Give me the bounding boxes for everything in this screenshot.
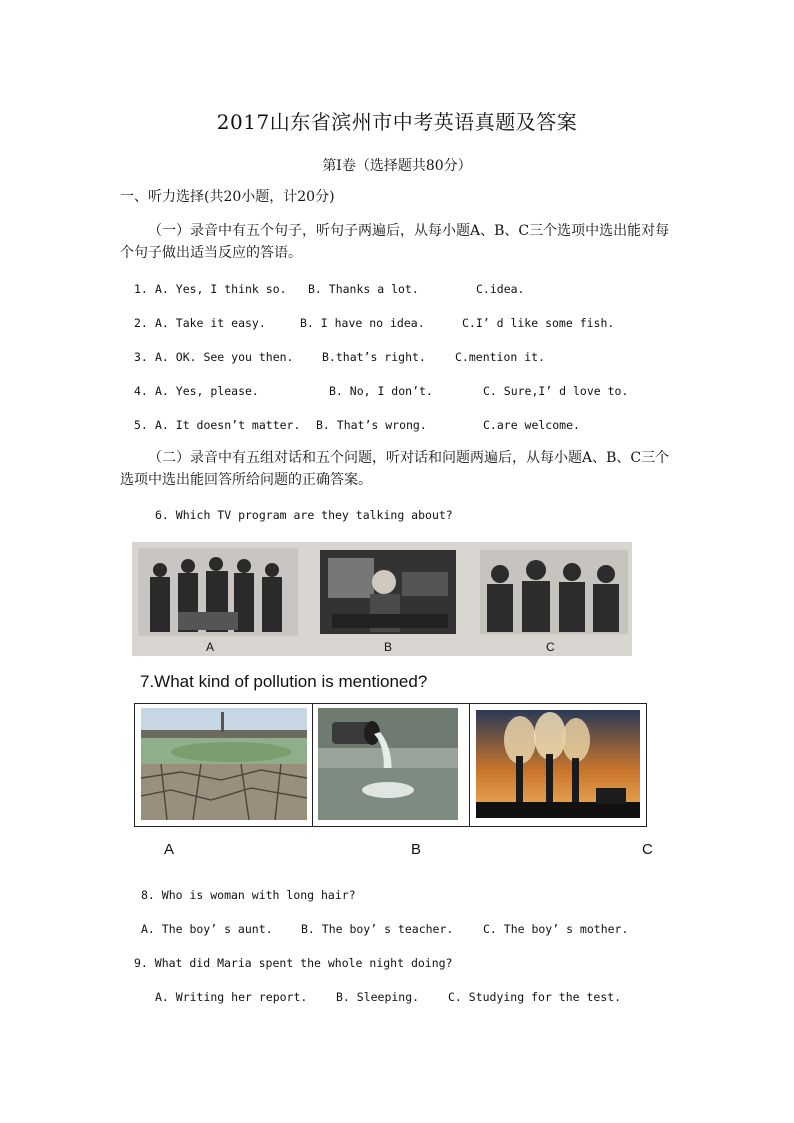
air-pollution-photo [476,710,640,818]
q3-option-b: B.that’s right. [322,350,426,364]
q8-option-a: A. The boy’ s aunt. [141,922,273,936]
section-subtitle: 第Ⅰ卷（选择题共80分） [322,158,472,174]
listening-section-heading: 一、听力选择(共20小题，计20分) [120,189,335,205]
q4-option-b: B. No, I don’t. [329,384,433,398]
q3-number: 3. [134,350,148,364]
q5-option-b: B. That’s wrong. [316,418,427,432]
q6-label-b: B [384,640,393,654]
q6-tv-program-photos [132,542,632,656]
q5-number: 5. [134,418,148,432]
q8-option-c: C. The boy’ s mother. [483,922,629,936]
q6-photo-art [132,542,632,656]
q6-label-a: A [206,640,215,654]
part2-instructions: （二）录音中有五组对话和五个问题，听对话和问题两遍后，从每小题A、B、C三个选项中选出能回答所给问题的正确答案。 [120,450,670,488]
q8-question: 8. Who is woman with long hair? [141,888,356,902]
water-pollution-photo [318,708,458,820]
q7-question: 7.What kind of pollution is mentioned? [140,672,428,691]
q9-option-b: B. Sleeping. [336,990,420,1004]
q3-option-c: C.mention it. [455,350,546,364]
q1-option-c: C.idea. [476,282,525,296]
part1-instructions: （一）录音中有五个句子，听句子两遍后，从每小题A、B、C三个选项中选出能对每个句子做出适当反应的答语。 [120,223,670,261]
q7-pollution-image-table [134,703,647,827]
q6-question: 6. Which TV program are they talking about? [155,508,453,522]
q2-number: 2. [134,316,148,330]
q9-option-a: A. Writing her report. [155,990,308,1004]
q4-option-c: C. Sure,I’ d love to. [483,384,629,398]
q7-label-c: C [642,841,653,858]
q7-divider [469,704,470,826]
q9-question: 9. What did Maria spent the whole night doing? [134,956,453,970]
q7-divider [312,704,313,826]
q4-option-a: A. Yes, please. [155,384,259,398]
q4-number: 4. [134,384,148,398]
page-title: 2017山东省滨州市中考英语真题及答案 [216,110,578,134]
q5-option-a: A. It doesn’t matter. [155,418,301,432]
q2-option-c: C.I’ d like some fish. [462,316,615,330]
q1-option-a: A. Yes, I think so. [155,282,287,296]
q7-label-a: A [164,841,175,858]
q3-option-a: A. OK. See you then. [155,350,294,364]
q1-number: 1. [134,282,148,296]
q2-option-b: B. I have no idea. [300,316,425,330]
q5-option-c: C.are welcome. [483,418,580,432]
q9-option-c: C. Studying for the test. [448,990,622,1004]
q2-option-a: A. Take it easy. [155,316,266,330]
q8-option-b: B. The boy’ s teacher. [301,922,454,936]
q7-label-b: B [411,841,422,858]
part1-question-list [0,282,794,442]
cracked-earth-photo [141,708,307,820]
q6-label-c: C [546,640,555,654]
q1-option-b: B. Thanks a lot. [308,282,419,296]
